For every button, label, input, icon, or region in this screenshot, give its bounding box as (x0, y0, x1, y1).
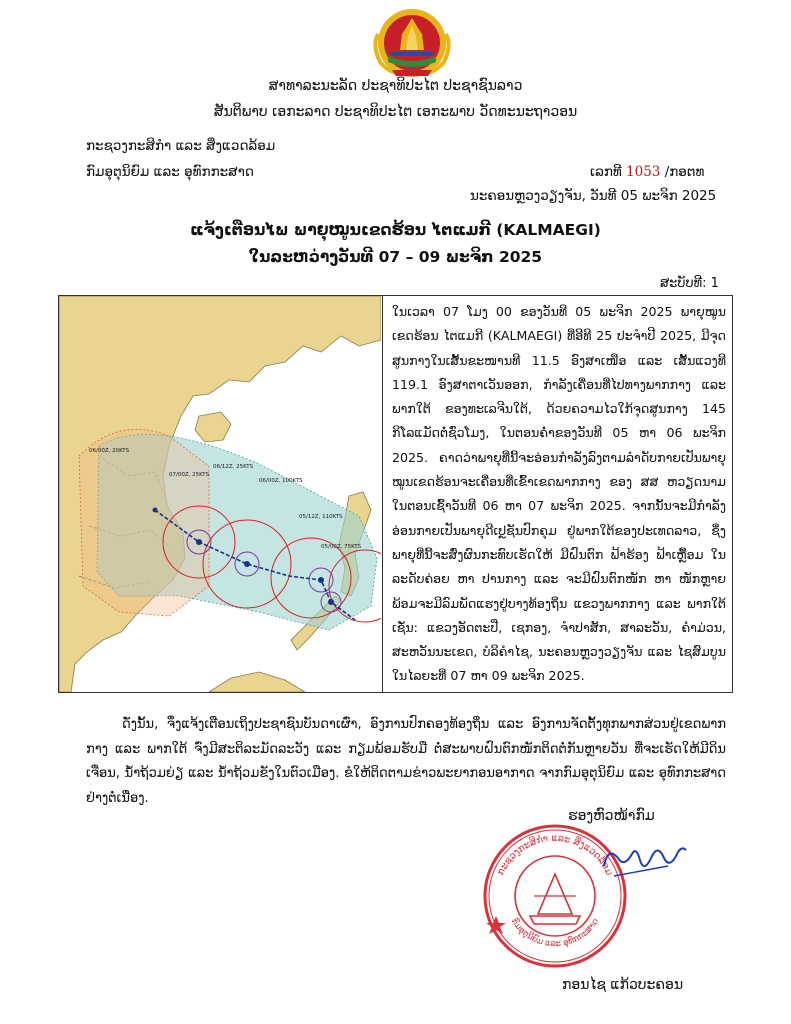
country-name: ສາທາລະນະລັດ ປະຊາທິປະໄຕ ປະຊາຊົນລາວ (268, 78, 523, 94)
map-label: 06/00Z, 20KTS (89, 448, 130, 454)
document-date: ນະຄອນຫຼວງວຽງຈັນ, ວັນທີ 05 ພະຈິກ 2025 (470, 188, 717, 204)
svg-text:ກົມອຸຕຸນິຍົມ ແລະ ອຸທົກກະສາດ (509, 916, 602, 949)
stamp-inner-text: ກົມອຸຕຸນິຍົມ ແລະ ອຸທົກກະສາດ (508, 916, 602, 950)
track-point (196, 539, 202, 545)
national-emblem-icon (366, 6, 458, 80)
advisory-paragraph: ດັ່ງນັ້ນ, ຈຶ່ງແຈ້ງເຕືອນເຖິງປະຊາຊົນບັນດາເຜົ່າ, ອົງການປົກຄອງທ້ອງຖິ່ນ ແລະ ອົງການຈັດຕັ້ງທຸກພາກສ່ວນຢູ່ເຂດພາກກາງ ແລະ ພາກໃຕ້ ຈົ່ງມີສະຕິລະມັດລະວັງ ແລະ ກຽມພ້ອມຮັບມື ຕໍ່ສະພາບຝົນຕົກໜັກຕິດຕໍ່ກັນຫຼາຍວັນ ທີ່ຈະເຮັດໃຫ້ມີດິນເຈື່ອນ, ນ້ຳຖ້ວມຍ່ຽ ແລະ ນ້ຳຖ້ວມຂັງໃນຕົວເມືອງ. ຂໍໃຫ້ຕິດຕາມຂ່າວພະຍາກອນອາກາດ ຈາກກົມອຸຕຸນິຍົມ ແລະ ອຸທົກກະສາດ ຢ່າງຕໍ່ເນື່ອງ. (86, 717, 726, 806)
map-label: 06/12Z, 25KTS (213, 464, 254, 470)
track-point (153, 508, 158, 513)
document-number (590, 164, 704, 180)
track-point (244, 561, 250, 567)
document-title: ແຈ້ງເຕືອນໄພ ພາຍຸໝູນເຂດຮ້ອນ ໄຕແມກີ (KALMAEGI) (190, 221, 601, 239)
document-number-label: ເລກທີ (590, 164, 622, 180)
ministry-name: ກະຊວງກະສິກຳ ແລະ ສິ່ງແວດລ້ອມ (86, 138, 276, 154)
handwritten-signature (598, 836, 690, 886)
edition-number: ສະບັບທີ: 1 (660, 276, 719, 291)
signatory-name: ກອນໄຊ ແກ້ວບະຄອນ (562, 977, 684, 993)
map-label: 07/00Z, 25KTS (169, 472, 210, 478)
document-number-value: 1053 (626, 164, 661, 180)
track-point (328, 599, 334, 605)
map-label: 05/00Z, 75KTS (321, 544, 362, 550)
document-number-suffix: /ກອຕທ (664, 164, 705, 180)
stamp-outer-text: ກະຊວງກະສິກຳ ແລະ ສິ່ງແວດລ້ອມ (495, 832, 615, 878)
department-name: ກົມອຸຕຸນິຍົມ ແລະ ອຸທົກກະສາດ (86, 164, 254, 180)
bulletin-text: ໃນເວລາ 07 ໂມງ 00 ຂອງວັນທີ 05 ພະຈິກ 2025 ພາຍຸໝູນເຂດຮ້ອນ ໄຕແມກີ (KALMAEGI) ທີ່ອີທີ 25 ປະຈຳປີ 2025, ມີຈຸດສູນກາງໃນເສັ້ນຂະໜານທີ 11.5 ອົງສາເໜືອ ແລະ ເສັ້ນແວງທີ 119.1 ອົງສາຕາເວັນອອກ, ກຳລັງເຄື່ອນທີ່ໄປທາງພາກກາງ ແລະ ພາກໃຕ້ ຂອງທະເລຈີນໃຕ້, ດ້ວຍຄວາມໄວໃກ້ຈຸດສູນກາງ 145 ກິໂລແມັດຕໍ່ຊົ່ວໂມງ, ໃນຕອນຄ່ຳຂອງວັນທີ 05 ຫາ 06 ພະຈິກ 2025. ຄາດວ່າພາຍຸທີ່ນີ້ຈະອ່ອນກຳລັງລົງຕາມລຳດັບກາຍເປັນພາຍຸໝູນເຂດຮ້ອນຈະເຄື່ອນທີ່ເຂົ້າເຂດພາກກາງ ຂອງ ສສ ຫວຽດນາມໃນຕອນເຊົ້າວັນທີ 06 ຫາ 07 ພະຈິກ 2025. ຈາກນັ້ນຈະມີກຳລັງອ່ອນກາຍເປັນພາຍຸດີເປຼຊັນປົກຄຸມ ຢູ່ພາກໃຕ້ຂອງປະເທດລາວ, ຊຶ່ງພາຍຸທີ່ນີ້ຈະສົ່ງຜົນກະທົບເຮັດໃຫ້ ມີຝົນຕົກ ຟ້າຮ້ອງ ຟ້າເຫຼື້ອມ ໃນລະດັບຄ່ອຍ ຫາ ປານກາງ ແລະ ຈະມີຝົນຕົກໜັກ ຫາ ໜັກຫຼາຍ ພ້ອມຈະມີລົມພັດແຮງຢູ່ບາງທ້ອງຖິ່ນ ແຂວງພາກກາງ ແລະ ພາກໃຕ້ ເຊັ່ນ: ແຂວງອັດຕະປື, ເຊກອງ, ຈຳປາສັກ, ສາລະວັນ, ຄຳມ່ວນ, ສະຫວັນນະເຂດ, ບໍລິຄຳໄຊ, ນະຄອນຫຼວງວຽງຈັນ ແລະ ໄຊສົມບູນ ໃນໄລຍະທີ່ 07 ຫາ 09 ພະຈິກ 2025. (392, 304, 726, 684)
document-subtitle: ໃນລະຫວ່າງວັນທີ 07 – 09 ພະຈິກ 2025 (248, 248, 543, 266)
signatory-title: ຮອງຫົວໜ້າກົມ (568, 808, 655, 824)
track-point (318, 577, 324, 583)
uncertainty-area (79, 429, 209, 616)
typhoon-track-map (59, 296, 381, 692)
map-label: 06/00Z, 100KTS (259, 478, 303, 484)
map-label: 05/12Z, 110KTS (299, 514, 343, 520)
national-motto: ສັນຕິພາບ ເອກະລາດ ປະຊາທິປະໄຕ ເອກະພາບ ວັດທະນະຖາວອນ (213, 104, 578, 120)
table-divider (382, 296, 383, 692)
